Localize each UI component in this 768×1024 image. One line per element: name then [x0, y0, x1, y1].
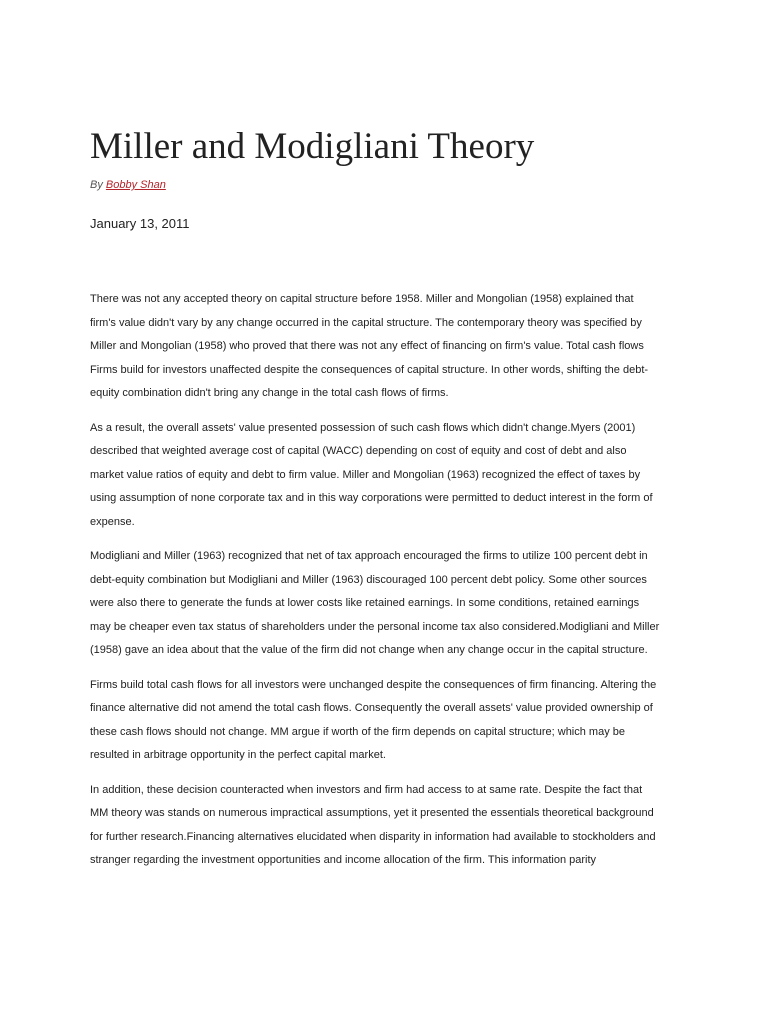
article-body — [90, 288, 680, 884]
paragraph-line: resulted in arbitrage opportunity in the perfect capital market. — [90, 749, 386, 761]
paragraph-line: for further research.Financing alternatives elucidated when disparity in information had available to stockholders and — [90, 830, 656, 843]
paragraph-line: debt-equity combination but Modigliani and Miller (1963) discouraged 100 percent debt policy. Some other sources — [90, 573, 647, 586]
paragraph-line: Miller and Mongolian (1958) who proved that there was not any effect of financing on firm's value. Total cash flows — [90, 340, 644, 352]
publish-date: January 13, 2011 — [90, 216, 190, 231]
body-paragraph — [90, 674, 680, 768]
paragraph-line: MM theory was stands on numerous impractical assumptions, yet it presented the essentials theoretical background — [90, 807, 654, 819]
paragraph-line: may be cheaper even tax status of shareholders under the personal income tax also considered.Modigliani and Miller — [90, 620, 660, 633]
body-paragraph — [90, 545, 680, 663]
paragraph-line: There was not any accepted theory on capital structure before 1958. Miller and Mongolian (1958) explained that — [90, 293, 634, 305]
paragraph-line: stranger regarding the investment opportunities and income allocation of the firm. This information parity — [90, 854, 597, 866]
paragraph-line: firm's value didn't vary by any change occurred in the capital structure. The contemporary theory was specified by — [90, 316, 642, 329]
paragraph-line: As a result, the overall assets' value presented possession of such cash flows which didn't change.Myers (2001) — [90, 421, 636, 434]
body-paragraph — [90, 417, 680, 535]
paragraph-line: equity combination didn't bring any change in the total cash flows of firms. — [90, 387, 449, 399]
byline-prefix: By — [90, 179, 103, 191]
paragraph-line: Modigliani and Miller (1963) recognized that net of tax approach encouraged the firms to utilize 100 percent debt in — [90, 550, 648, 562]
paragraph-line: were also there to generate the funds at lower costs like retained earnings. In some conditions, retained earnings — [90, 597, 640, 609]
article-title: Miller and Modigliani Theory — [90, 126, 535, 167]
paragraph-line: finance alternative did not amend the total cash flows. Consequently the overall assets' value provided ownership of — [90, 702, 653, 714]
paragraph-line: using assumption of none corporate tax and in this way corporations were permitted to deduct interest in the form of — [90, 492, 653, 504]
paragraph-line: Firms build for investors unaffected despite the consequences of capital structure. In other words, shifting the debt- — [90, 363, 649, 376]
body-paragraph — [90, 288, 680, 406]
paragraph-line: (1958) gave an idea about that the value of the firm did not change when any change occur in the capital structure. — [90, 644, 648, 656]
paragraph-line: described that weighted average cost of capital (WACC) depending on cost of equity and cost of debt and also — [90, 445, 627, 457]
paragraph-line: expense. — [90, 515, 135, 528]
byline — [90, 177, 166, 193]
paragraph-line: market value ratios of equity and debt to firm value. Miller and Mongolian (1963) recognized the effect of taxes by — [90, 468, 641, 481]
paragraph-line: these cash flows should not change. MM argue if worth of the firm depends on capital structure; which may be — [90, 725, 625, 738]
paragraph-line: In addition, these decision counteracted when investors and firm had access to at same rate. Despite the fact that — [90, 783, 643, 796]
author-link[interactable]: Bobby Shan — [105, 179, 166, 191]
body-paragraph — [90, 779, 680, 873]
paragraph-line: Firms build total cash flows for all investors were unchanged despite the consequences of firm financing. Altering the — [90, 678, 657, 691]
